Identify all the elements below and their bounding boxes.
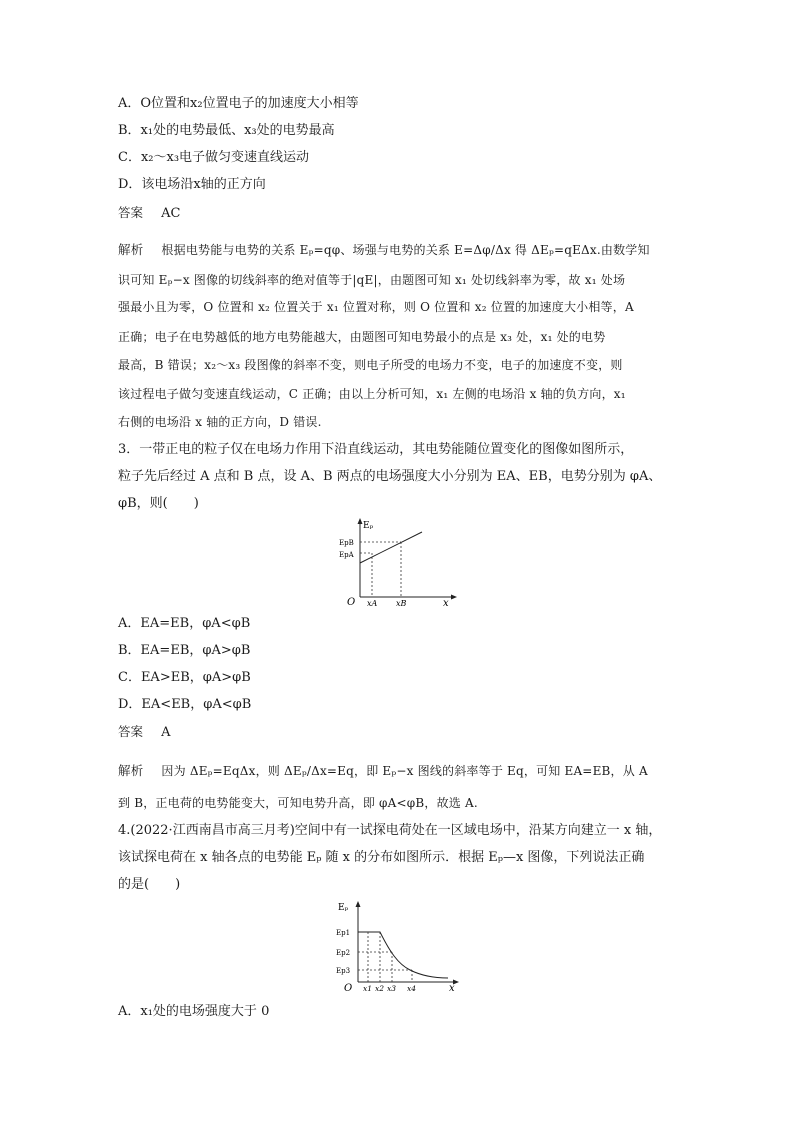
q2-analysis-line-1 xyxy=(118,241,688,259)
q3-option-c: C．EA>EB，φA>φB xyxy=(118,670,251,685)
analysis-text: 根据电势能与电势的关系 Eₚ=qφ、场强与电势的关系 E=Δφ/Δx 得 ΔEₚ=qEΔx.由数学知 xyxy=(161,243,650,257)
y-axis-arrow xyxy=(356,901,361,907)
q2-analysis-line-4: 正确；电子在电势越低的地方电势能越大，由题图可知电势最小的点是 x₃ 处，x₁ 处的电势 xyxy=(118,330,606,344)
q2-analysis-line-6: 该过程电子做匀变速直线运动，C 正确；由以上分析可知，x₁ 左侧的电场沿 x 轴的负方向，x₁ xyxy=(118,387,626,401)
y-axis-arrow xyxy=(358,518,363,524)
q2-analysis-line-5: 最高，B 错误；x₂～x₃ 段图像的斜率不变，则电子所受的电场力不变，电子的加速度不变，则 xyxy=(118,358,623,372)
q2-analysis-line-3: 强最小且为零，O 位置和 x₂ 位置关于 x₁ 位置对称，则 O 位置和 x₂ 位置的加速度大小相等，A xyxy=(118,300,634,314)
q4-stem-line-3: 的是( ) xyxy=(118,877,181,892)
tick-ep2: Ep2 xyxy=(336,949,351,957)
tick-epb: EpB xyxy=(339,539,354,547)
answer-value: AC xyxy=(161,206,181,221)
q2-option-d: D．该电场沿x轴的正方向 xyxy=(118,177,266,192)
tick-epa: EpA xyxy=(339,551,354,559)
analysis-label: 解析 xyxy=(118,763,144,778)
q4-stem-line-1: 4.(2022·江西南昌市高三月考)空间中有一试探电荷处在一区域电场中，沿某方向建立一 x 轴， xyxy=(118,823,662,838)
origin-label: O xyxy=(347,597,356,608)
q4-stem-line-2: 该试探电荷在 x 轴各点的电势能 Eₚ 随 x 的分布如图所示．根据 Eₚ—x 图像，下列说法正确 xyxy=(118,850,645,865)
ep-curve xyxy=(358,932,448,978)
q3-option-b: B．EA=EB，φA>φB xyxy=(118,643,251,658)
tick-xb: xB xyxy=(396,599,407,608)
tick-ep3: Ep3 xyxy=(336,967,351,975)
tick-x1: x1 xyxy=(363,984,373,993)
q2-answer xyxy=(118,204,688,223)
q2-analysis-line-7: 右侧的电场沿 x 轴的正方向，D 错误. xyxy=(118,415,322,429)
q2-option-b: B．x₁处的电势最低、x₃处的电势最高 xyxy=(118,123,335,138)
origin-label: O xyxy=(344,983,353,994)
tick-xa: xA xyxy=(367,599,378,608)
q3-answer xyxy=(118,723,688,742)
answer-value: A xyxy=(161,725,171,740)
x-axis-label: x xyxy=(443,598,449,609)
q2-option-a: A．O位置和x₂位置电子的加速度大小相等 xyxy=(118,96,359,111)
q4-option-a: A．x₁处的电场强度大于 0 xyxy=(118,1004,270,1019)
analysis-label: 解析 xyxy=(118,242,144,257)
tick-ep1: Ep1 xyxy=(336,929,351,937)
tick-x2: x2 xyxy=(375,984,385,993)
q3-option-a: A．EA=EB，φA<φB xyxy=(118,616,251,631)
q3-ep-x-graph xyxy=(330,515,460,610)
analysis-text: 因为 ΔEₚ=EqΔx，则 ΔEₚ/Δx=Eq，即 Eₚ−x 图线的斜率等于 Eq，可知 EA=EB，从 A xyxy=(161,764,648,778)
y-axis-label: Eₚ xyxy=(338,903,349,913)
answer-label: 答案 xyxy=(118,205,144,220)
q3-stem-line-3: φB，则( ) xyxy=(118,496,199,511)
x-axis-label: x xyxy=(449,983,455,994)
q3-analysis-line-1 xyxy=(118,762,688,780)
y-axis-label: Eₚ xyxy=(363,521,374,531)
tick-x4: x4 xyxy=(407,984,417,993)
q3-stem-line-2: 粒子先后经过 A 点和 B 点，设 A、B 两点的电场强度大小分别为 EA、EB，电势分别为 φA、 xyxy=(118,469,662,484)
q2-analysis-line-2: 识可知 Eₚ−x 图像的切线斜率的绝对值等于|qE|，由题图可知 x₁ 处切线斜率为零，故 x₁ 处场 xyxy=(118,273,626,287)
answer-label: 答案 xyxy=(118,724,144,739)
q3-analysis-line-2: 到 B，正电荷的电势能变大，可知电势升高，即 φA<φB，故选 A. xyxy=(118,796,478,810)
tick-x3: x3 xyxy=(387,984,397,993)
ep-line xyxy=(360,532,422,563)
q3-stem-line-1: 3．一带正电的粒子仅在电场力作用下沿直线运动，其电势能随位置变化的图像如图所示， xyxy=(118,442,634,457)
q3-option-d: D．EA<EB，φA<φB xyxy=(118,697,252,712)
x-axis-arrow xyxy=(451,595,457,600)
q4-ep-x-graph xyxy=(330,896,465,996)
q2-option-c: C．x₂～x₃电子做匀变速直线运动 xyxy=(118,150,310,165)
